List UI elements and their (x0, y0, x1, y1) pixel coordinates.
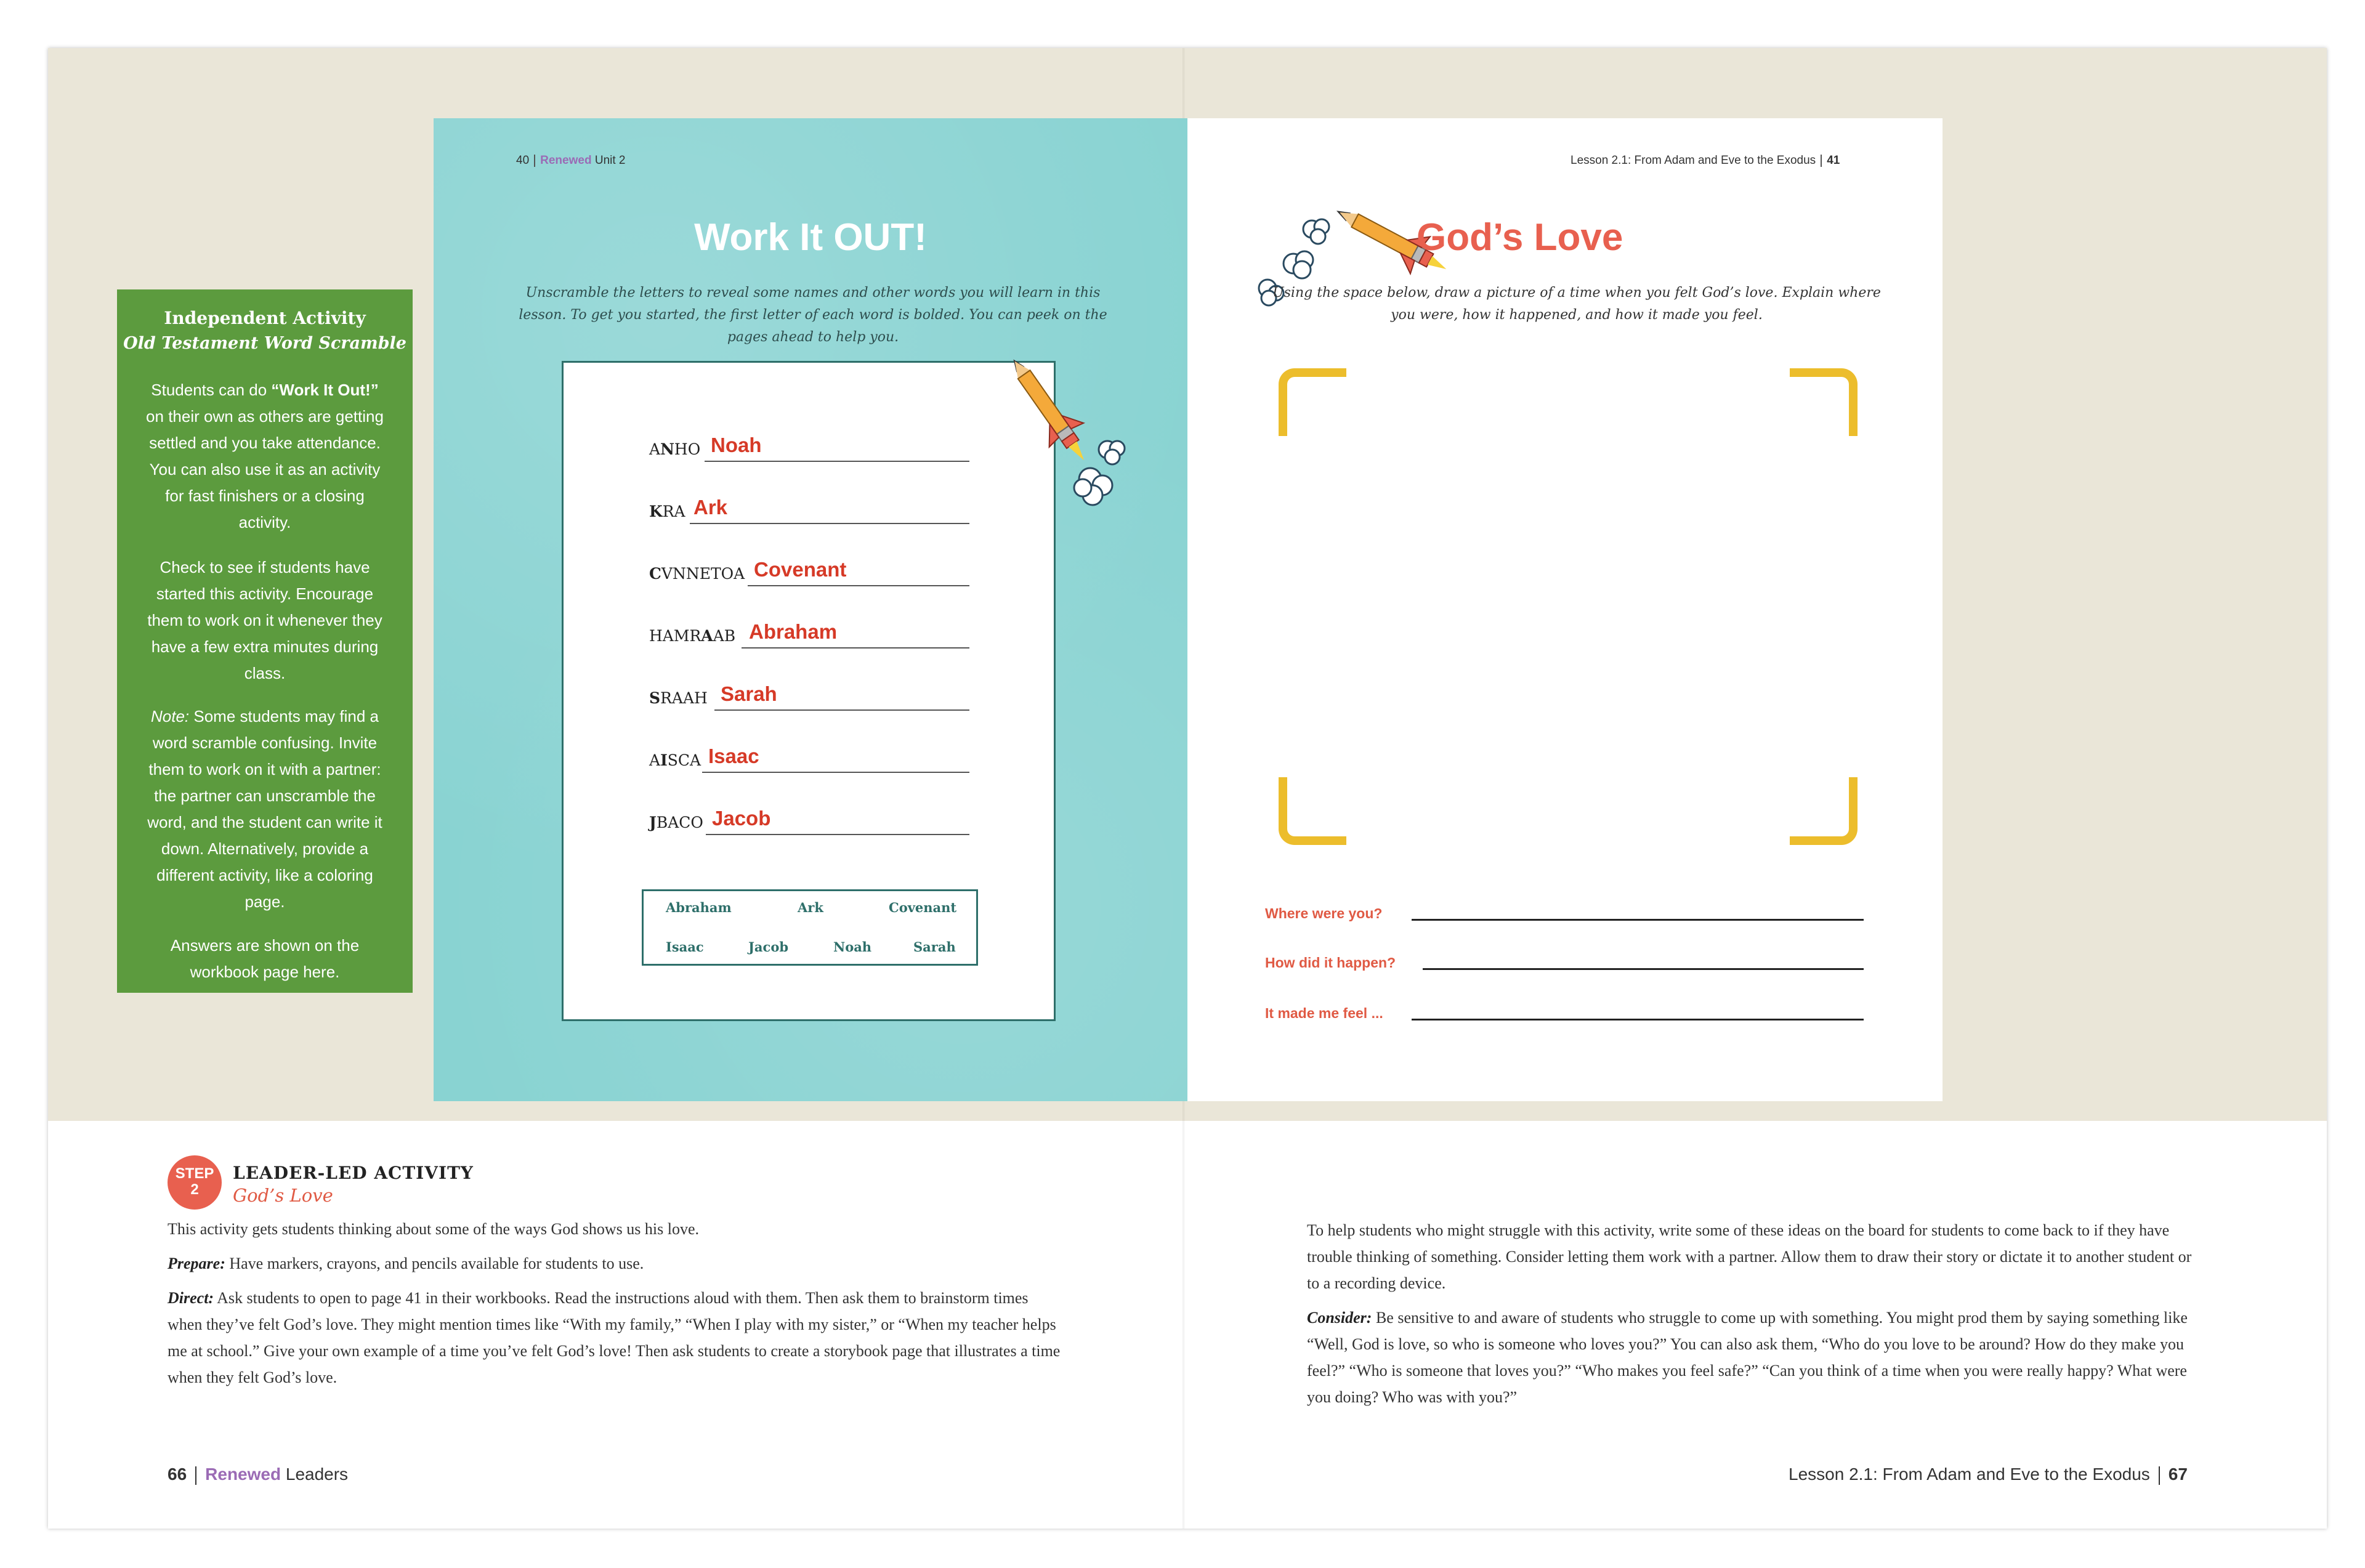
drawing-instructions: Using the space below, draw a picture of a time when you felt God’s love. Explain where you were, how it happened, and how it made you feel. (1272, 285, 1881, 323)
work-it-out-title: Work It OUT! (694, 216, 927, 259)
scrambled-word: ANHO (649, 440, 701, 458)
frame-corner-bottom-left (1279, 777, 1346, 845)
answer-line (705, 461, 969, 462)
scramble-row-2 (649, 487, 969, 524)
answer-text[interactable]: Isaac (708, 745, 759, 767)
sidebar-paragraph-4: Answers are shown on the workbook page here. (170, 936, 360, 981)
footer-left (168, 1465, 348, 1485)
frame-corner-top-left (1279, 368, 1346, 436)
rocket-pencil-icon (998, 345, 1146, 517)
footer-brand: Renewed (205, 1465, 281, 1484)
sidebar-paragraph-1: Students can do “Work It Out!” on their own as others are getting settled and you take attendance. You can also use it as an activity for fast finishers or a closing activity. (146, 381, 384, 531)
word-bank-item: Covenant (889, 900, 957, 915)
scramble-row-7 (649, 798, 969, 835)
intro-paragraph: This activity gets students thinking about some of the ways God shows us his love. (168, 1220, 699, 1238)
footer-page-number-right: 67 (2168, 1465, 2188, 1484)
scrambled-word: HAMRAAB (649, 627, 736, 645)
answer-text[interactable]: Sarah (721, 682, 777, 705)
prompt-where: Where were you? (1265, 905, 1383, 921)
answer-line (706, 834, 969, 835)
gods-love-title: God’s Love (1417, 216, 1623, 259)
word-bank-item: Isaac (666, 939, 704, 955)
workbook-page-number: 40 (516, 154, 530, 167)
scrambled-word: SRAAH (649, 689, 708, 707)
scrambled-word: KRA (649, 503, 685, 520)
scramble-row-6 (649, 736, 969, 773)
sidebar-paragraph-3: Note: Some students may find a word scramble confusing. Invite them to work on it with a partner: the partner can unscramble the word, and the student can write it down. Alternatively, provide a different activity, like a coloring page. (147, 707, 382, 911)
answer-text[interactable]: Jacob (712, 807, 771, 830)
word-bank-item: Sarah (913, 939, 956, 955)
footer-right (1789, 1465, 2188, 1485)
workbook-left-header (516, 154, 625, 168)
footer-lesson: Lesson 2.1: From Adam and Eve to the Exodus (1789, 1465, 2150, 1484)
frame-corner-top-right (1790, 368, 1858, 436)
scrambled-word: AISCA (649, 751, 701, 769)
leader-activity-heading: LEADER-LED ACTIVITY (233, 1163, 474, 1183)
scramble-row-5 (649, 674, 969, 711)
answer-line (690, 523, 969, 524)
answer-text[interactable]: Noah (711, 434, 762, 456)
answer-line (702, 772, 969, 773)
answer-line-how[interactable] (1423, 968, 1864, 970)
scrambled-word: JBACO (649, 814, 703, 831)
scramble-instructions: Unscramble the letters to reveal some names and other words you will learn in this lesson. To get you started, the first letter of each word is bolded. You can peek on the pages ahead to help you. (519, 285, 1107, 345)
word-bank-item: Noah (833, 939, 872, 955)
independent-activity-sidebar (117, 289, 413, 993)
word-bank (642, 889, 978, 966)
word-bank-item: Jacob (748, 939, 789, 955)
workbook-page-number-right: 41 (1827, 154, 1840, 167)
answer-line-feel[interactable] (1412, 1019, 1864, 1020)
workbook-brand: Renewed (540, 154, 592, 167)
sidebar-paragraph-2: Check to see if students have started this activity. Encourage them to work on it whenever they have a few extra minutes during class. (147, 558, 382, 682)
scramble-row-3 (649, 549, 969, 586)
footer-page-number-left: 66 (168, 1465, 187, 1484)
leader-activity-subtitle: God’s Love (233, 1185, 333, 1206)
answer-line (742, 647, 969, 649)
prompt-feel: It made me feel ... (1265, 1005, 1383, 1021)
consider-paragraph: Consider: Be sensitive to and aware of students who struggle to come up with something. You might prod them by saying something like “Well, God is love, so who is someone who loves you?” You can also ask them, “Who do you love to be around? How do they make you feel?” “Who is someone that loves you?” “Who makes you feel safe?” “Can you think of a time when you were really happy? What were you doing? Who was with you?” (1307, 1309, 2188, 1406)
answer-text[interactable]: Covenant (754, 558, 847, 581)
answer-line (714, 709, 969, 711)
workbook-unit: Unit 2 (594, 154, 626, 167)
scrambled-word: CVNNETOA (649, 565, 745, 583)
frame-corner-bottom-right (1790, 777, 1858, 845)
workbook-lesson: Lesson 2.1: From Adam and Eve to the Exodus (1571, 154, 1816, 167)
step-badge: STEP 2 (168, 1155, 222, 1210)
answer-line-where[interactable] (1412, 919, 1864, 921)
answer-text[interactable]: Ark (693, 496, 728, 519)
prompt-how: How did it happen? (1265, 955, 1396, 971)
sidebar-subtitle: Old Testament Word Scramble (123, 334, 406, 353)
answer-text[interactable]: Abraham (749, 620, 838, 643)
word-bank-item: Abraham (666, 900, 732, 915)
word-bank-item: Ark (798, 900, 823, 915)
scramble-row-4 (649, 612, 969, 649)
sidebar-title: Independent Activity (164, 308, 366, 328)
scramble-row-1 (649, 425, 969, 462)
prepare-paragraph: Prepare: Have markers, crayons, and pencils available for students to use. (168, 1255, 644, 1272)
help-paragraph: To help students who might struggle with this activity, write some of these ideas on the board for students to come back to if they have trouble thinking of something. Consider letting them work with a partner. Allow them to draw their story or dictate it to another student or to a recording device. (1307, 1221, 2192, 1292)
workbook-right-header (1571, 154, 1840, 168)
footer-book: Leaders (285, 1465, 349, 1484)
direct-paragraph: Direct: Ask students to open to page 41 in their workbooks. Read the instructions aloud with them. Then ask them to brainstorm times when they’ve felt God’s love. They might mention times like “With my family,” “When I play with my sister,” or “When my teacher helps me at school.” Give your own example of a time you’ve felt God’s love! Then ask students to create a storybook page that illustrates a time when they felt God’s love. (168, 1289, 1061, 1386)
answer-line (748, 585, 969, 586)
cloud-icon (1074, 441, 1125, 505)
